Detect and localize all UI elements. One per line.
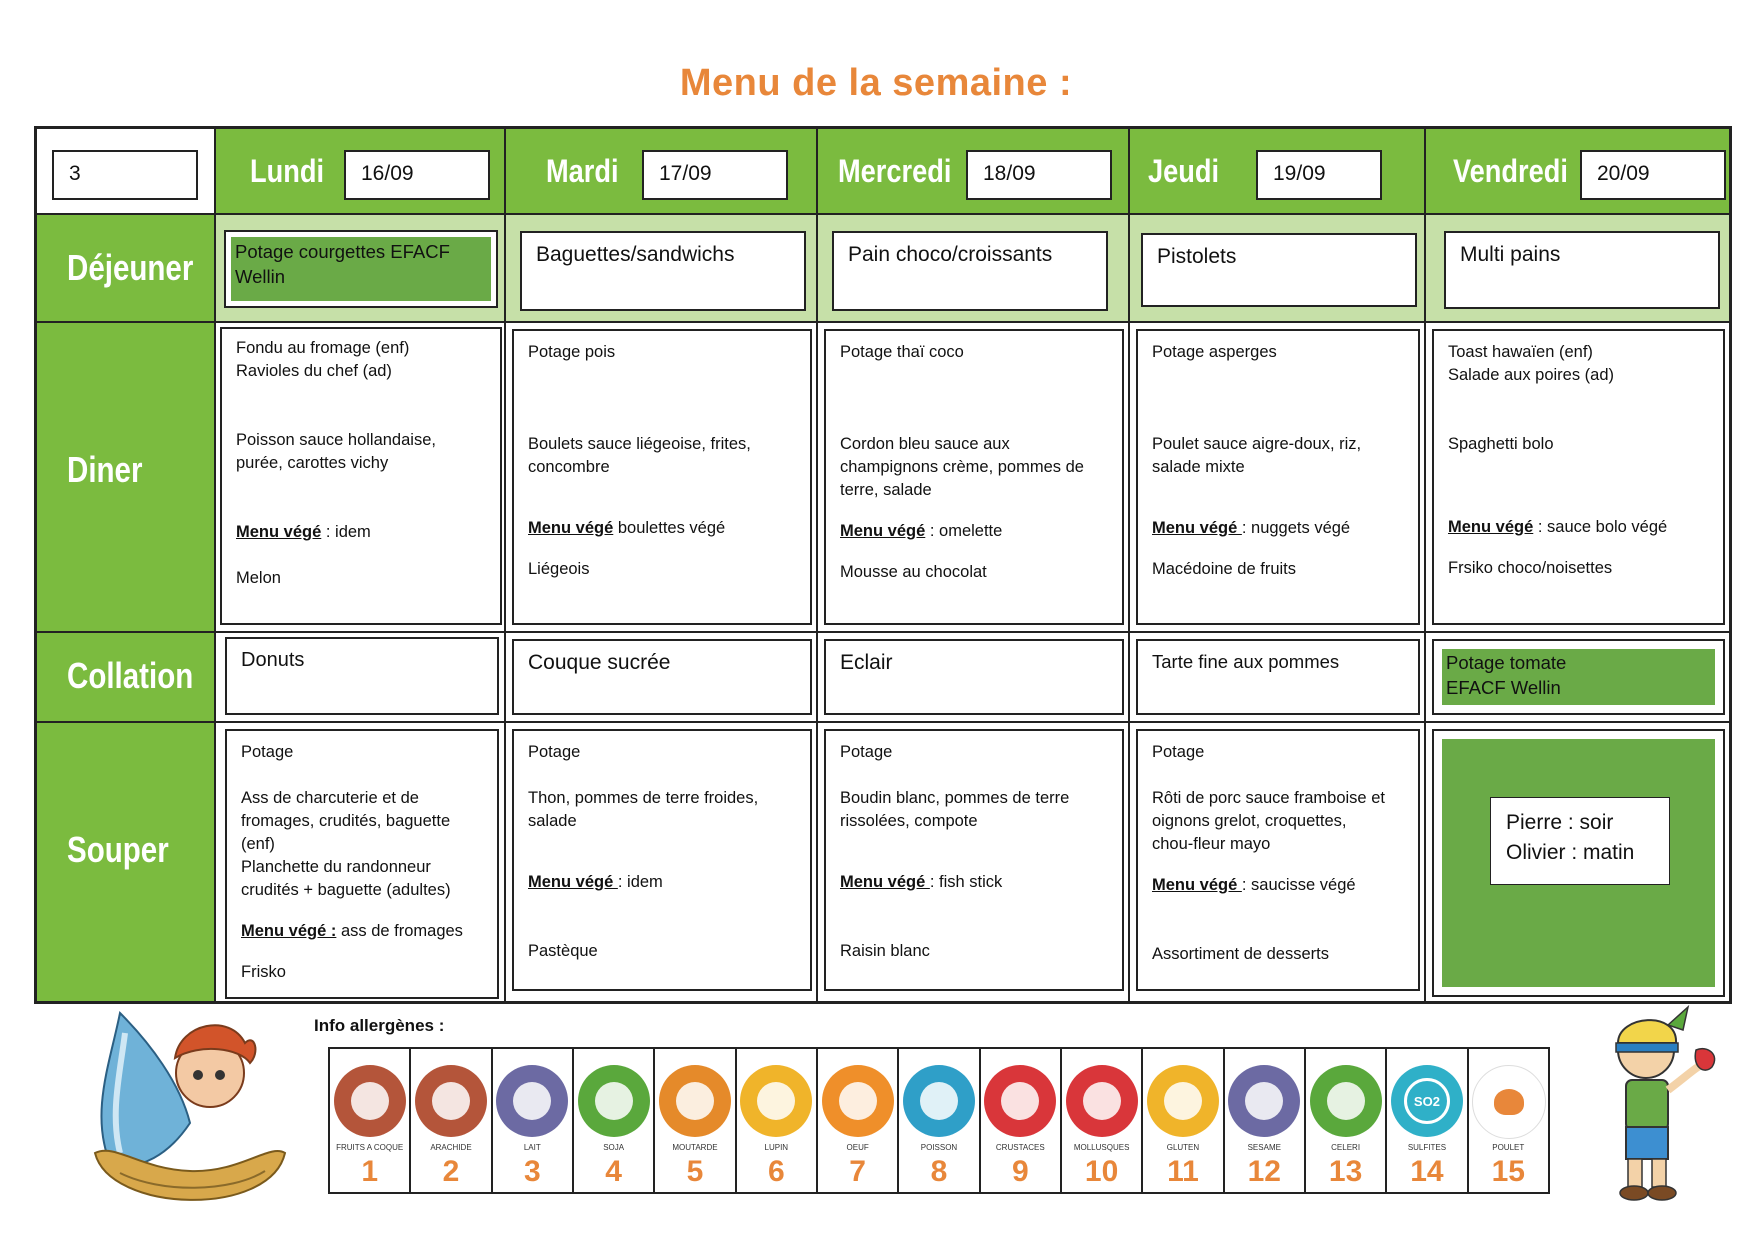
souper-vendredi bbox=[1425, 722, 1730, 1002]
egg-icon bbox=[822, 1065, 894, 1137]
dejeuner-lundi bbox=[215, 214, 505, 322]
dejeuner-text: Pistolets bbox=[1141, 233, 1417, 307]
date-field[interactable]: 18/09 bbox=[966, 150, 1112, 200]
dejeuner-text: Baguettes/sandwichs bbox=[520, 231, 806, 311]
allergen-label: POISSON bbox=[920, 1143, 958, 1152]
date-field[interactable]: 17/09 bbox=[642, 150, 788, 200]
mustard-icon bbox=[659, 1065, 731, 1137]
week-cell bbox=[36, 128, 215, 214]
allergen-item bbox=[1387, 1049, 1468, 1192]
fish-icon bbox=[903, 1065, 975, 1137]
souper-mardi: Potage Thon, pommes de terre froides, salade Menu végé : idem Pastèque bbox=[505, 722, 817, 1002]
day-name: Mardi bbox=[546, 153, 619, 189]
allergen-number: 6 bbox=[767, 1155, 785, 1188]
diner-mercredi: Potage thaï coco Cordon bleu sauce aux champignons crème, pommes de terre, salade Menu végé : omelette Mousse au chocolat bbox=[817, 322, 1129, 632]
dejeuner-text: Pain choco/croissants bbox=[832, 231, 1108, 311]
allergen-label: SESAME bbox=[1247, 1143, 1281, 1152]
allergen-item bbox=[899, 1049, 980, 1192]
collation-text: Potage tomate EFACF Wellin bbox=[1442, 649, 1715, 705]
allergen-item bbox=[411, 1049, 492, 1192]
menu-grid bbox=[34, 126, 1732, 1004]
diner-lundi: Fondu au fromage (enf) Ravioles du chef (ad) Poisson sauce hollandaise, purée, carottes vichy Menu végé : idem Melon bbox=[215, 322, 505, 632]
allergen-item bbox=[1062, 1049, 1143, 1192]
allergen-label: ARACHIDE bbox=[430, 1143, 472, 1152]
row-label-collation: Collation bbox=[36, 632, 215, 722]
allergen-number: 11 bbox=[1167, 1155, 1199, 1188]
day-header-mardi bbox=[505, 128, 817, 214]
allergen-item bbox=[737, 1049, 818, 1192]
day-header-vendredi bbox=[1425, 128, 1730, 214]
allergen-item bbox=[330, 1049, 411, 1192]
day-header-jeudi bbox=[1129, 128, 1425, 214]
allergen-label: POULET bbox=[1492, 1143, 1525, 1152]
week-number-field[interactable]: 3 bbox=[52, 150, 198, 200]
day-name: Lundi bbox=[250, 153, 325, 189]
allergen-number: 14 bbox=[1410, 1155, 1444, 1188]
day-name: Mercredi bbox=[838, 153, 952, 189]
row-label-diner: Diner bbox=[36, 322, 215, 632]
allergen-item bbox=[1306, 1049, 1387, 1192]
allergen-number: 4 bbox=[605, 1155, 622, 1188]
collation-mercredi: Eclair bbox=[817, 632, 1129, 722]
diner-mardi: Potage pois Boulets sauce liégeoise, frites, concombre Menu végé boulettes végé Liégeois bbox=[505, 322, 817, 632]
diner-vendredi: Toast hawaïen (enf) Salade aux poires (ad) Spaghetti bolo Menu végé : sauce bolo végé Frsiko choco/noisettes bbox=[1425, 322, 1730, 632]
allergen-number: 8 bbox=[930, 1155, 948, 1188]
milk-icon bbox=[496, 1065, 568, 1137]
allergen-label: MOUTARDE bbox=[672, 1143, 718, 1152]
allergen-label: LUPIN bbox=[764, 1143, 789, 1152]
allergen-item bbox=[1469, 1049, 1548, 1192]
allergen-number: 9 bbox=[1011, 1155, 1029, 1188]
souper-jeudi: Potage Rôti de porc sauce framboise et oignons grelot, croquettes, chou-fleur mayo Menu végé : saucisse végé Assortiment de desserts bbox=[1129, 722, 1425, 1002]
allergen-number: 2 bbox=[442, 1155, 460, 1188]
sulfite-symbol: SO2 bbox=[1404, 1078, 1450, 1124]
dejeuner-text: Potage courgettes EFACF Wellin bbox=[231, 237, 491, 301]
allergen-number: 3 bbox=[523, 1155, 541, 1188]
shell-icon bbox=[1066, 1065, 1138, 1137]
date-field[interactable]: 19/09 bbox=[1256, 150, 1382, 200]
day-header-lundi bbox=[215, 128, 505, 214]
allergen-label: CRUSTACES bbox=[995, 1143, 1045, 1152]
dejeuner-mercredi bbox=[817, 214, 1129, 322]
explorer-character-illustration bbox=[1588, 1005, 1723, 1205]
celery-icon bbox=[1310, 1065, 1382, 1137]
allergen-item bbox=[1143, 1049, 1224, 1192]
nuts-icon bbox=[334, 1065, 406, 1137]
allergen-item bbox=[818, 1049, 899, 1192]
allergen-number: 5 bbox=[686, 1155, 704, 1188]
row-label-dejeuner: Déjeuner bbox=[36, 214, 215, 322]
allergen-label: MOLLUSQUES bbox=[1073, 1143, 1130, 1152]
diner-jeudi: Potage asperges Poulet sauce aigre-doux, riz, salade mixte Menu végé : nuggets végé Macédoine de fruits bbox=[1129, 322, 1425, 632]
collation-jeudi: Tarte fine aux pommes bbox=[1129, 632, 1425, 722]
allergen-label: CELERI bbox=[1331, 1143, 1361, 1152]
dejeuner-vendredi bbox=[1425, 214, 1730, 322]
row-label-souper: Souper bbox=[36, 722, 215, 1002]
day-name: Vendredi bbox=[1453, 153, 1568, 189]
sesame-icon bbox=[1228, 1065, 1300, 1137]
day-name: Jeudi bbox=[1148, 153, 1220, 189]
souper-green-area bbox=[1442, 739, 1715, 987]
allergen-item bbox=[1225, 1049, 1306, 1192]
allergen-label: GLUTEN bbox=[1166, 1143, 1200, 1152]
collation-lundi: Donuts bbox=[215, 632, 505, 722]
souper-lundi: Potage Ass de charcuterie et de fromages, crudités, baguette (enf) Planchette du randonneur crudités + baguette (adultes) Menu végé : ass de fromages Frisko bbox=[215, 722, 505, 1002]
allergen-number: 15 bbox=[1491, 1155, 1525, 1188]
allergen-item bbox=[981, 1049, 1062, 1192]
dejeuner-mardi bbox=[505, 214, 817, 322]
allergens-table bbox=[328, 1047, 1550, 1194]
chicken-icon bbox=[1472, 1065, 1546, 1139]
allergen-number: 10 bbox=[1084, 1155, 1119, 1188]
collation-vendredi bbox=[1425, 632, 1730, 722]
drop-character-illustration bbox=[80, 1003, 300, 1218]
sulfite-icon bbox=[1391, 1065, 1463, 1137]
collation-mardi: Couque sucrée bbox=[505, 632, 817, 722]
allergen-label: LAIT bbox=[523, 1143, 541, 1152]
dejeuner-jeudi bbox=[1129, 214, 1425, 322]
allergen-label: SOJA bbox=[603, 1143, 625, 1152]
allergen-number: 13 bbox=[1328, 1155, 1363, 1188]
staff-note: Pierre : soir Olivier : matin bbox=[1490, 797, 1670, 885]
allergens-title: Info allergènes : bbox=[314, 1016, 445, 1035]
allergen-label: FRUITS A COQUE bbox=[336, 1143, 404, 1152]
day-header-mercredi bbox=[817, 128, 1129, 214]
allergen-number: 7 bbox=[849, 1155, 866, 1188]
allergen-item bbox=[493, 1049, 574, 1192]
allergen-number: 1 bbox=[361, 1155, 378, 1188]
allergen-number: 12 bbox=[1247, 1155, 1281, 1188]
date-field[interactable]: 16/09 bbox=[344, 150, 490, 200]
crab-icon bbox=[984, 1065, 1056, 1137]
page-title: Menu de la semaine : bbox=[679, 62, 1073, 104]
peanut-icon bbox=[415, 1065, 487, 1137]
allergen-item bbox=[655, 1049, 736, 1192]
allergen-label: SULFITES bbox=[1407, 1143, 1447, 1152]
wheat-icon bbox=[1147, 1065, 1219, 1137]
soy-icon bbox=[578, 1065, 650, 1137]
dejeuner-text: Multi pains bbox=[1444, 231, 1720, 309]
date-field[interactable]: 20/09 bbox=[1580, 150, 1726, 200]
lupin-icon bbox=[740, 1065, 812, 1137]
allergen-label: OEUF bbox=[846, 1143, 869, 1152]
souper-mercredi: Potage Boudin blanc, pommes de terre rissolées, compote Menu végé : fish stick Raisin blanc bbox=[817, 722, 1129, 1002]
allergen-item bbox=[574, 1049, 655, 1192]
